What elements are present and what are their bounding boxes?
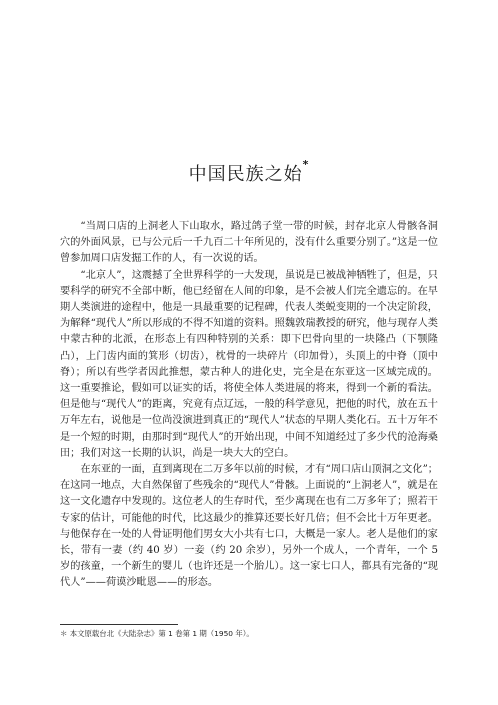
paragraph-2: “北京人”，这震撼了全世界科学的一大发现，虽说是已被战神牺牲了，但是，只要科学的研究不全部中断，他已经留在人间的印象，是不会被人们完全遗忘的。在早期人类演进的途程中，他是一具最重要的记程碑，代表人类蜕变期的一个决定阶段，为解释“现代人”所以形成的不得不知道的资料。照魏敦瑞教授的研究，他与现存人类中蒙古种的北派，在形态上有四种特别的关系：即下巴骨向里的一块隆凸（下颚隆凸），上门齿内面的箕形（切齿），枕骨的一块碎片（印加骨），头顶上的中脊（顶中脊）；所以有些学者因此推想，蒙古种人的进化史，完全是在东亚这一区域完成的。这一重要推论，假如可以证实的话，将使全体人类进展的将来，得到一个新的看法。但是他与“现代人”的距离，究竟有点辽远，一般的科学意见，把他的时代，放在五十万年左右，说他是一位尚没演进到真正的“现代人”状态的早期人类化石。五十万年不是一个短的时期，由那时到“现代人”的开始出现，中间不知道经过了多少代的沧海桑田；我们对这一长期的认识，尚是一块大大的空白。: [60, 269, 438, 459]
article-title-text: 中国民族之始: [188, 164, 303, 185]
footnote: ＊ 本文原载台北《大陆杂志》第 1 卷第 1 期（1950 年）。: [60, 629, 254, 638]
article-title: [0, 160, 498, 186]
paragraph-3: 在东亚的一面，直到离现在二万多年以前的时候，才有“周口店山顶洞之文化”；在这同一地点，大自然保留了些残余的“现代人”骨骸。上面说的“上洞老人”，就是在这一文化遗存中发现的。这位老人的生存时代，至少离现在也有二万多年了；照若干专家的估计，可能他的时代，比这最少的推算还要长好几倍；但不会比十万年更老。与他保存在一处的人骨证明他们男女大小共有七口，大概是一家人。老人是他们的家长，带有一妻（约 40 岁）一妾（约 20 余岁），另外一个成人，一个青年，一个 5 岁的孩童，一个新生的婴儿（也许还是一个胎儿）。这一家七口人，都具有完备的“现代人”——荷谟沙毗恩——的形态。: [60, 464, 438, 589]
article-body: [60, 219, 438, 592]
title-footnote-mark: *: [302, 158, 310, 171]
paragraph-1: “当周口店的上洞老人下山取水，路过鸽子堂一带的时候，封存北京人骨骸各洞穴的外面风景，已与公元后一千九百二十年所见的，没有什么重要分别了。”这是一位曾参加周口店发掘工作的人，有一次说的话。: [60, 221, 438, 265]
footnote-divider: [60, 624, 178, 625]
